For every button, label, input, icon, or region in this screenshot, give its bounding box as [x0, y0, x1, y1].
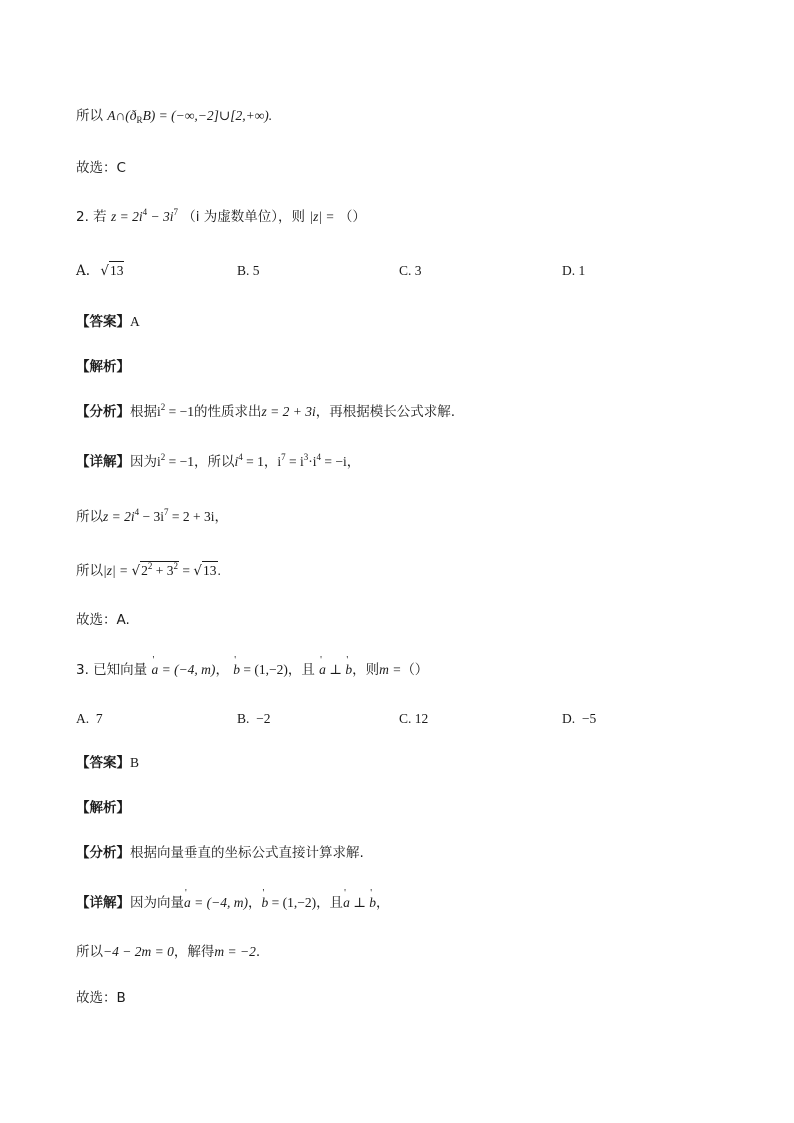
q2-xiangjie	[76, 452, 360, 472]
q2-option-a: A. √13	[76, 263, 124, 279]
text: ，	[214, 509, 228, 525]
math-superscript: 7	[281, 452, 286, 462]
math-expression: = 2 + 3i	[168, 509, 215, 524]
math-expression: m =	[379, 662, 402, 677]
math-base: 2	[141, 563, 148, 578]
option-label: C.	[399, 263, 412, 278]
option-value: 3	[414, 263, 422, 278]
math-expression: z = 2i	[110, 209, 143, 224]
math-expression: i	[277, 454, 282, 469]
math-superscript: 2	[160, 402, 166, 412]
math-expression: B) = (−∞,−2]∪[2,+∞).	[142, 108, 273, 123]
answer-tag: 【答案】	[76, 755, 130, 771]
fenxi-tag: 【分析】	[76, 404, 130, 420]
math-superscript: 3	[303, 452, 309, 462]
vector-a: ' a	[184, 893, 191, 913]
math-expression: = (1,−2)	[268, 895, 317, 910]
text: ，且	[287, 662, 315, 678]
q2-analysis-tag: 【解析】	[76, 359, 130, 375]
q3-option-a	[76, 709, 103, 729]
math-superscript: 2	[173, 561, 179, 571]
option-value: 13	[109, 263, 124, 278]
perp-symbol: ⊥	[349, 895, 370, 910]
option-label: B.	[237, 263, 250, 278]
vector-b: ' b	[261, 893, 268, 913]
q3-option-c	[399, 709, 428, 729]
text: ，且	[316, 895, 344, 911]
math-expression: A∩(ð	[107, 108, 137, 123]
q3-xiangjie	[76, 893, 390, 913]
text: 因为	[130, 454, 157, 470]
math-expression: i	[234, 454, 239, 469]
answer-value: A	[130, 314, 140, 329]
math-expression: z = 2i	[103, 509, 135, 524]
math-expression: = i	[285, 454, 304, 469]
q2-option-d	[562, 261, 585, 281]
math-expression: = (−4, m)	[190, 895, 248, 910]
vector-b: ' b	[233, 660, 240, 680]
math-expression: = −i	[321, 454, 347, 469]
sqrt-expression: 13	[203, 563, 217, 578]
q3-fenxi	[76, 843, 364, 863]
q2-option-b	[237, 261, 260, 281]
math-expression: =	[179, 563, 194, 578]
q3-answer	[76, 753, 139, 773]
math-superscript: 4	[316, 452, 322, 462]
option-label: A.	[76, 711, 90, 726]
math-expression: i	[157, 404, 161, 419]
option-value: −5	[581, 711, 597, 726]
vector-b: ' b	[345, 660, 352, 680]
text: ，	[247, 895, 262, 911]
xiangjie-tag: 【详解】	[76, 454, 130, 470]
math-expression: |z| =	[103, 563, 132, 578]
math-expression: = −1	[165, 404, 194, 419]
math-expression: − 3i	[139, 509, 164, 524]
text: 所以	[76, 944, 103, 960]
text: .	[217, 563, 221, 578]
text: ，则	[352, 662, 380, 678]
option-label: D.	[562, 263, 576, 278]
question-number: 2. 若	[76, 209, 107, 225]
math-expression: = 1	[242, 454, 264, 469]
q2-choose: 故选：A.	[76, 612, 130, 628]
math-superscript: 7	[164, 507, 169, 517]
text: 所以	[76, 509, 103, 525]
math-subscript: R	[136, 115, 143, 125]
math-superscript: 2	[147, 561, 153, 571]
text: 根据	[130, 404, 157, 420]
math-expression: z = 2 + 3i	[261, 404, 316, 419]
text: ，	[263, 454, 278, 470]
text: ，解得	[173, 944, 215, 960]
option-label: A.	[76, 263, 91, 279]
solution1-choose: 故选：C	[76, 160, 126, 176]
q3-choose: 故选：B	[76, 990, 126, 1006]
option-value: −2	[256, 711, 271, 726]
math-expression: −4 − 2m = 0	[103, 944, 174, 959]
text: 根据向量垂直的坐标公式直接计算求解.	[130, 845, 364, 861]
math-expression: = (−4, m)	[158, 662, 216, 677]
text: ，	[215, 662, 229, 678]
option-label: B.	[237, 711, 250, 726]
math-expression: |z| =	[309, 209, 335, 224]
vector-a: ' a	[319, 660, 326, 680]
text: ，	[346, 454, 361, 470]
text: 所以	[76, 563, 103, 579]
math-expression: m = −2	[214, 944, 256, 959]
fenxi-tag: 【分析】	[76, 845, 130, 861]
text: .	[255, 944, 261, 960]
q2-line-abs: 所以$|z| = √2^2 + 3^2 = √13$.	[76, 561, 221, 579]
option-label: D.	[562, 711, 576, 726]
vector-a: ' a	[151, 660, 158, 680]
math-superscript: 7	[173, 207, 178, 217]
option-value: 12	[414, 711, 429, 726]
answer-value: B	[130, 755, 140, 770]
sqrt-expression	[140, 561, 179, 579]
text: ，所以	[194, 454, 235, 470]
question-text: （i 为虚数单位），则	[182, 209, 306, 225]
text-prefix: 所以	[76, 108, 103, 124]
math-expression: i	[157, 454, 161, 469]
q3-option-d	[562, 709, 596, 729]
math-expression: ·i	[308, 454, 317, 469]
option-value: 5	[252, 263, 260, 278]
perp-symbol: ⊥	[325, 662, 346, 677]
q2-stem	[76, 207, 366, 227]
q3-analysis-tag: 【解析】	[76, 800, 130, 816]
q3-option-b	[237, 709, 271, 729]
q3-stem	[76, 660, 428, 680]
option-value: 1	[578, 263, 586, 278]
q2-line-z	[76, 507, 228, 527]
vector-b: ' b	[369, 893, 376, 913]
math-superscript: 4	[238, 452, 243, 462]
q2-option-c	[399, 261, 422, 281]
text: 的性质求出	[194, 404, 262, 420]
math-expression: = −1	[165, 454, 194, 469]
solution1-conclusion	[76, 106, 272, 126]
text: 因为向量	[130, 895, 184, 911]
text: ，	[376, 895, 390, 911]
q2-fenxi	[76, 402, 455, 422]
option-value: 7	[95, 711, 103, 726]
text: ，再根据模长公式求解.	[315, 404, 456, 420]
math-expression: = (1,−2)	[239, 662, 288, 677]
q3-solve	[76, 942, 260, 962]
answer-blank: （）	[401, 662, 429, 678]
math-superscript: 4	[134, 507, 140, 517]
q2-answer	[76, 312, 140, 332]
math-expression: − 3i	[147, 209, 174, 224]
vector-a: ' a	[343, 893, 350, 913]
math-superscript: 4	[142, 207, 148, 217]
question-number: 3. 已知向量	[76, 662, 148, 678]
xiangjie-tag: 【详解】	[76, 895, 130, 911]
math-superscript: 2	[160, 452, 166, 462]
answer-blank: （）	[338, 209, 366, 225]
math-expression: + 3	[152, 563, 174, 578]
option-label: C.	[399, 711, 412, 726]
answer-tag: 【答案】	[76, 314, 130, 330]
